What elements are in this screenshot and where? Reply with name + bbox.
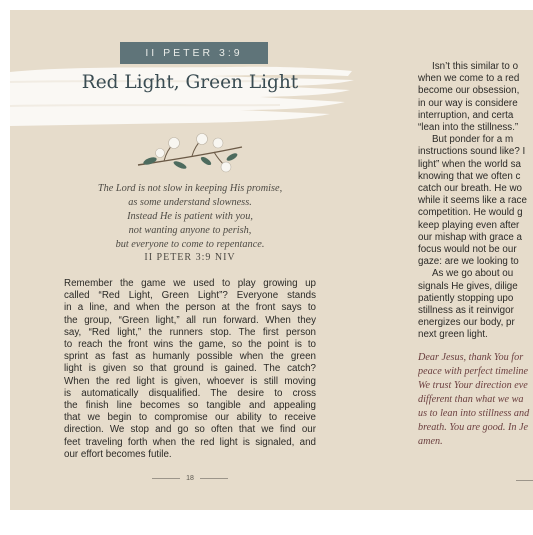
body-line: “lean into the stillness.” xyxy=(418,122,519,134)
book-spread xyxy=(10,10,533,510)
body-line: the finish line becomes so tangible and appealing xyxy=(64,400,316,412)
body-line: sprint as fast as humanly possible when the green xyxy=(64,351,316,363)
body-line: feet traveling forth when the red light is signaled, and xyxy=(64,436,316,448)
scripture-verse xyxy=(50,182,330,252)
body-line: in our way is considere xyxy=(418,97,518,109)
right-body-text xyxy=(418,61,533,342)
body-line: when we come to a red xyxy=(418,73,520,85)
body-line: interruption, and certa xyxy=(418,109,514,121)
body-line: signals He gives, dilige xyxy=(418,280,518,292)
verse-citation: II PETER 3:9 NIV xyxy=(144,252,236,263)
body-line: knowing that we often c xyxy=(418,170,521,182)
body-line: that we begin to compromise our ability to receive xyxy=(64,412,316,424)
prayer-line: amen. xyxy=(418,436,443,447)
body-line: direction. We stop and go so often that we find our xyxy=(64,424,316,436)
body-line: called “Red Light, Green Light”? Everyone stands xyxy=(64,290,316,302)
body-line: gaze: are we looking to xyxy=(418,256,519,268)
body-line: energizes our body, pr xyxy=(418,317,515,329)
body-line: to reach the front wins the game, so the point is to xyxy=(64,339,316,351)
body-line: in a line, and when the person at the front says to xyxy=(64,302,316,314)
scripture-reference-tab: II PETER 3:9 xyxy=(120,42,268,64)
body-line: is automatically disqualified. The desire to cross xyxy=(64,387,316,399)
folio-rule xyxy=(200,478,228,479)
body-line: next green light. xyxy=(418,329,488,341)
verse-line: not wanting anyone to perish, xyxy=(128,225,252,236)
page-number: 18 xyxy=(186,475,194,482)
body-line: light is given so that ground is gained. The catch? xyxy=(64,363,316,375)
body-line: But ponder for a m xyxy=(432,134,514,146)
prayer-line: peace with perfect timeline xyxy=(418,366,529,377)
cotton-sprig-icon xyxy=(134,131,246,177)
body-line: Isn’t this similar to o xyxy=(432,61,519,72)
body-line: say, “Red light,” the runners stop. The first person xyxy=(64,326,316,338)
body-line: the group, “Green light,” all run forward. When they xyxy=(64,314,316,326)
verse-line: but everyone to come to repentance. xyxy=(115,239,265,250)
prayer-line: We trust Your direction eve xyxy=(418,380,528,391)
devotion-body-text xyxy=(64,278,316,461)
body-line: Remember the game we used to play growing up xyxy=(64,278,316,289)
devotion-title: Red Light, Green Light xyxy=(81,72,299,93)
verse-line: The Lord is not slow in keeping His promise, xyxy=(97,183,283,194)
body-line: competition. He would g xyxy=(418,207,523,219)
body-line: focus would not be our xyxy=(418,244,517,256)
prayer-line: us to lean into stillness and xyxy=(418,408,530,419)
body-line: keep playing even after xyxy=(418,219,520,231)
verse-line: as some understand slowness. xyxy=(128,197,252,208)
prayer-line: breath. You are good. In Je xyxy=(418,422,529,433)
body-line: instructions sound like? I xyxy=(418,146,526,158)
prayer-line: Dear Jesus, thank You for xyxy=(418,352,524,363)
body-line: patiently stopping upo xyxy=(418,292,514,304)
body-line: light” when the world sa xyxy=(418,158,521,170)
folio-rule xyxy=(152,478,180,479)
verse-line: Instead He is patient with you, xyxy=(127,211,253,222)
right-page xyxy=(418,10,533,510)
body-line: our effort becomes futile. xyxy=(64,448,172,460)
body-line: our mishap with grace a xyxy=(418,231,523,243)
closing-prayer xyxy=(418,351,533,449)
body-line: catch our breath. He wo xyxy=(418,183,523,195)
prayer-line: different than what we wa xyxy=(418,394,524,405)
page-folio xyxy=(150,475,230,482)
body-line: stillness as it reinvigor xyxy=(418,305,514,317)
body-line: while it seems like a race xyxy=(418,195,527,207)
body-line: become our obsession, xyxy=(418,85,520,97)
body-line: As we go about ou xyxy=(432,268,514,280)
body-line: When the red light is given, whoever is still moving xyxy=(64,375,316,387)
folio-rule xyxy=(516,480,533,481)
